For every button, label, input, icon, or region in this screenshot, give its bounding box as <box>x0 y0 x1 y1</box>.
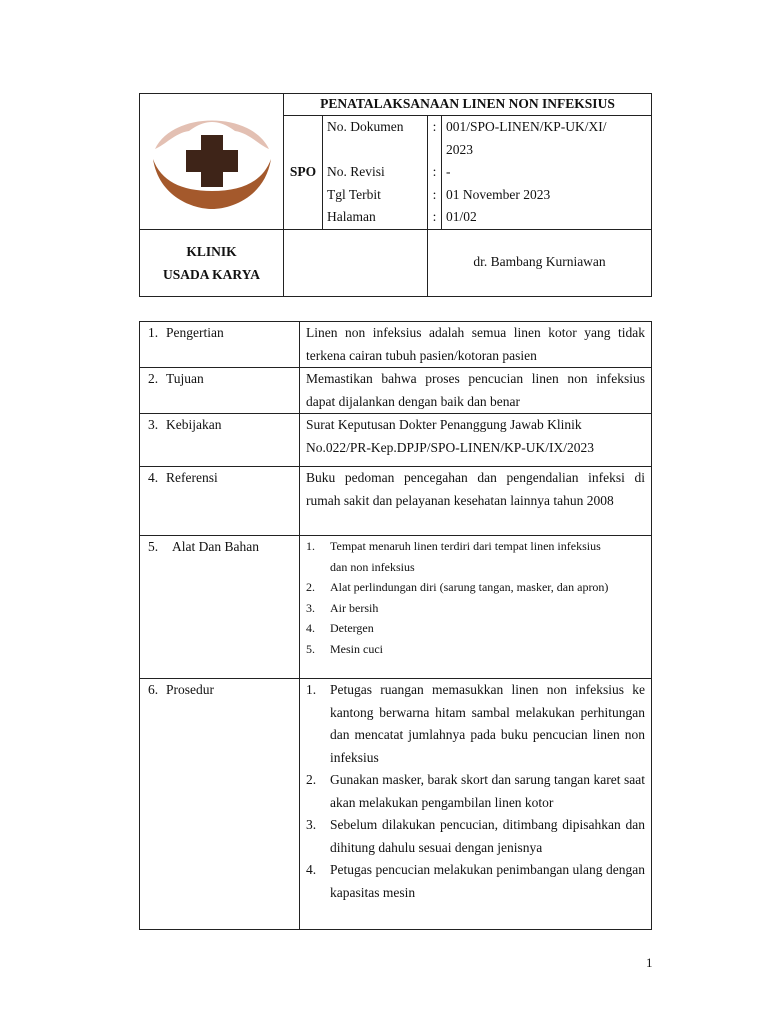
kebijakan-line2: No.022/PR-Kep.DPJP/SPO-LINEN/KP-UK/IX/2023 <box>306 439 595 455</box>
meta-label-tgl-terbit: Tgl Terbit <box>327 186 381 202</box>
row-pengertian <box>140 322 652 368</box>
meta-values <box>442 116 652 230</box>
label-alat-dan-bahan <box>140 536 300 679</box>
meta-labels <box>323 116 428 230</box>
list-item: 3. Sebelum dilakukan pencucian, ditimbang dipisahkan dan dihitung dahulu sesuai dengan jenisnya <box>306 817 645 855</box>
meta-value-halaman: 01/02 <box>446 209 477 224</box>
alat-list <box>306 536 645 659</box>
clinic-name-line1: KLINIK <box>186 243 237 259</box>
list-item: 3. Air bersih <box>306 600 379 615</box>
document-title: PENATALAKSANAAN LINEN NON INFEKSIUS <box>284 94 652 116</box>
clinic-name-line2: USADA KARYA <box>163 266 260 282</box>
content-kebijakan <box>300 414 652 467</box>
section-number: 1. <box>148 325 159 340</box>
meta-value-no-revisi: - <box>446 164 451 179</box>
logo-cross-horizontal <box>186 150 238 172</box>
row-kebijakan <box>140 414 652 467</box>
section-number: 5. <box>148 539 159 554</box>
content-alat-dan-bahan <box>300 536 652 679</box>
label-prosedur <box>140 679 300 930</box>
meta-value-tgl-terbit: 01 November 2023 <box>446 186 551 202</box>
row-alat-dan-bahan <box>140 536 652 679</box>
meta-label-no-dokumen: No. Dokumen <box>327 119 404 134</box>
colon: : <box>432 164 437 179</box>
medical-cross-hands-logo-icon <box>149 105 275 211</box>
content-tujuan: Memastikan bahwa proses pencucian linen non infeksius dapat dijalankan dengan baik dan benar <box>300 368 652 414</box>
label-kebijakan <box>140 414 300 467</box>
content-prosedur <box>300 679 652 930</box>
signatory: dr. Bambang Kurniawan <box>428 229 652 296</box>
list-item: 2. Gunakan masker, barak skort dan sarung tangan karet saat akan melakukan pengambilan linen kotor <box>306 772 645 810</box>
sop-body-table <box>139 321 652 930</box>
section-number: 2. <box>148 371 159 386</box>
section-label: Prosedur <box>166 682 214 697</box>
list-item: 1. Petugas ruangan memasukkan linen non infeksius ke kantong berwarna hitam sambal melakukan perhitungan dan mencatat jumlahnya pada buku pencucian linen non infeksius <box>306 682 645 765</box>
prosedur-list <box>306 679 645 904</box>
meta-label-no-revisi: No. Revisi <box>327 164 385 179</box>
row-referensi <box>140 467 652 536</box>
list-item: 4. Detergen <box>306 621 374 635</box>
list-item: 5. Mesin cuci <box>306 641 383 656</box>
section-label: Kebijakan <box>166 417 222 432</box>
label-pengertian <box>140 322 300 368</box>
spo-label: SPO <box>284 116 323 230</box>
label-referensi <box>140 467 300 536</box>
section-number: 4. <box>148 470 159 485</box>
blank-signature-cell <box>284 229 428 296</box>
kebijakan-line1: Surat Keputusan Dokter Penanggung Jawab Klinik <box>306 417 582 432</box>
list-item: 4. Petugas pencucian melakukan penimbangan ulang dengan kapasitas mesin <box>306 862 645 900</box>
meta-value-no-dokumen: 001/SPO-LINEN/KP-UK/XI/2023 <box>446 119 607 157</box>
page-number: 1 <box>646 955 653 970</box>
meta-label-halaman: Halaman <box>327 209 376 224</box>
section-label: Alat Dan Bahan <box>172 539 259 554</box>
row-tujuan <box>140 368 652 414</box>
section-label: Tujuan <box>166 371 204 386</box>
list-item: 1. Tempat menaruh linen terdiri dari tempat linen infeksius dan non infeksius <box>306 539 601 574</box>
header-table <box>139 93 652 297</box>
content-referensi: Buku pedoman pencegahan dan pengendalian infeksi di rumah sakit dan pelayanan kesehatan lainnya tahun 2008 <box>300 467 652 536</box>
section-number: 3. <box>148 417 159 432</box>
clinic-name <box>140 229 284 296</box>
colon: : <box>432 186 437 202</box>
clinic-logo-cell <box>140 94 284 230</box>
row-prosedur <box>140 679 652 930</box>
meta-colons <box>428 116 442 230</box>
content-pengertian: Linen non infeksius adalah semua linen kotor yang tidak terkena cairan tubuh pasien/kotoran pasien <box>300 322 652 368</box>
section-label: Pengertian <box>166 325 224 340</box>
list-item: 2. Alat perlindungan diri (sarung tangan, masker, dan apron) <box>306 580 609 594</box>
colon: : <box>432 119 437 134</box>
section-label: Referensi <box>166 470 218 485</box>
section-number: 6. <box>148 682 159 697</box>
label-tujuan <box>140 368 300 414</box>
colon: : <box>432 209 437 224</box>
